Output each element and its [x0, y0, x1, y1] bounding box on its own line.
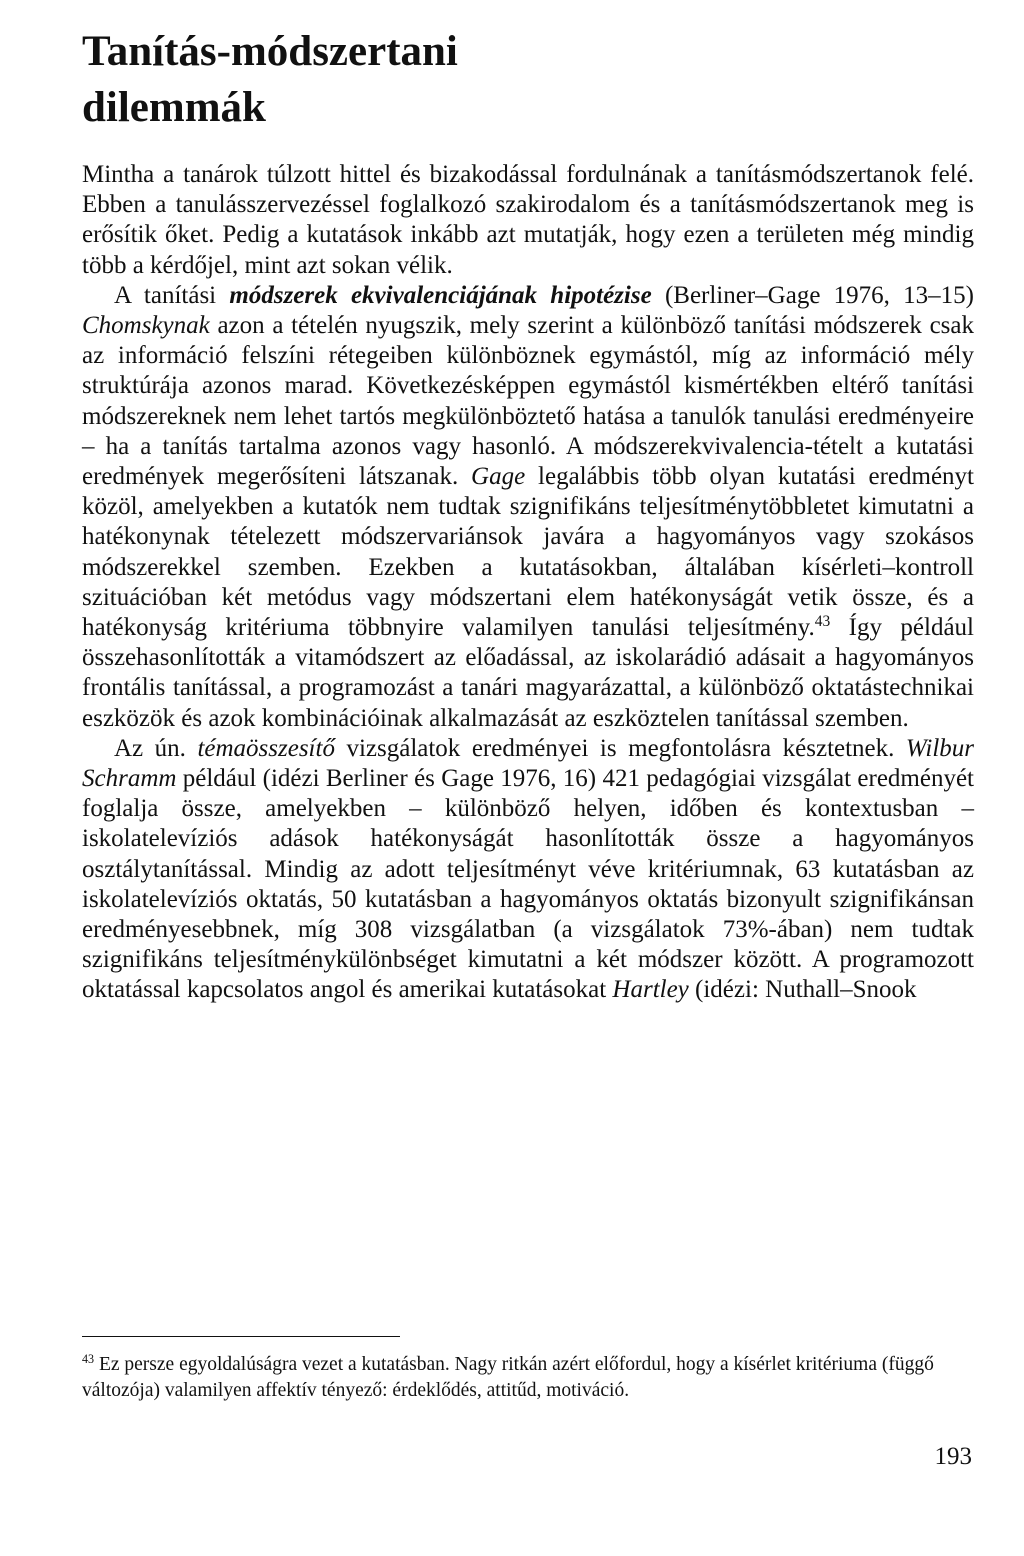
paragraph-3-text-4: (idézi: Nuthall–Snook: [688, 976, 917, 1004]
body-text: [82, 160, 974, 1006]
paragraph-2-text-2: (Berliner–Gage 1976, 13–15): [651, 281, 974, 309]
chapter-title-line-2: dilemmák: [82, 84, 266, 131]
term-temaosszesito: témaösszesítő: [197, 734, 335, 762]
footnote-number: 43: [82, 1352, 95, 1366]
footnote-reference-43: 43: [814, 613, 831, 631]
footnote: [82, 1352, 974, 1404]
author-name-hartley: Hartley: [612, 976, 689, 1004]
author-name-gage: Gage: [471, 463, 526, 491]
chapter-title-line-1: Tanítás-módszertani: [82, 28, 458, 75]
paragraph-3-text-3: például (idézi Berliner és Gage 1976, 16) 421 pedagógiai vizsgálat eredményét foglalja össze, amelyekben – különböző helyen, időben és kontextusban – iskolatelevíziós adások hatékonyságát hasonlították össze a hagyományos osztálytanítással. Mindig az adott teljesítményt véve kritériumnak, 63 kutatásban az iskolatelevíziós oktatás, 50 kutatásban a hagyományos oktatás bizonyult szignifikánsan eredményesebbnek, míg 308 vizsgálatban (a vizsgálatok 73%-ában) nem tudtak szignifikáns teljesítménykülönbséget kimutatni a két módszer között. A programozott oktatással kapcsolatos angol és amerikai kutatásokat: [82, 765, 974, 1004]
page-number: 193: [934, 1443, 972, 1470]
paragraph-3-text-2: vizsgálatok eredményei is megfontolásra késztetnek.: [334, 734, 906, 762]
paragraph-2-text-1: A tanítási: [114, 281, 230, 309]
paragraph-2-text-5: Így például összehasonlították a vitamódszert az előadással, az iskolarádió adásait a hagyományos frontális tanítással, a programozást a tanári magyarázattal, a különböző oktatástechnikai eszközök és azok kombinációinak alkalmazását az eszköztelen tanítással szemben.: [82, 614, 974, 732]
author-name-schramm: Wilbur Schramm: [82, 734, 974, 793]
paragraph-3-text-1: Az ún.: [114, 734, 198, 762]
paragraph-1: Mintha a tanárok túlzott hittel és bizakodással fordulnának a tanításmódszertanok felé. Ebben a tanulásszervezéssel foglalkozó szakirodalom és a tanításmódszertanok meg is erősítik őket. Pedig a kutatások inkább azt mutatják, hogy ezen a területen még mindig több a kérdőjel, mint azt sokan vélik.: [82, 161, 974, 279]
paragraph-2-text-3: azon a tételén nyugszik, mely szerint a különböző tanítási módszerek csak az információ felszíni rétegeiben különböznek egymástól, míg az információ mély struktúrája azonos marad. Következésképpen egymástól kismértékben eltérő tanítási módszereknek nem lehet tartós megkülönböztető hatása a tanulók tanulási eredményeire – ha a tanítás tartalma azonos vagy hasonló. A módszerekvivalencia-tételt a kutatási eredmények megerősíteni látszanak.: [82, 312, 974, 491]
footnote-text: Ez persze egyoldalúságra vezet a kutatásban. Nagy ritkán azért előfordul, hogy a kísérlet kritériuma (függő változója) valamilyen affektív tényező: érdeklődés, attitűd, motiváció.: [82, 1354, 934, 1401]
paragraph-3: [82, 734, 974, 1006]
footnote-divider: [82, 1336, 400, 1337]
emphasis-hypothesis: módszerek ekvivalenciájának hipotézise: [229, 281, 652, 309]
paragraph-2-text-4: legalábbis több olyan kutatási eredményt közöl, amelyekben a kutatók nem tudtak szignifikáns teljesítménytöbbletet kimutatni a hatékonynak tételezett módszervariánsok javára a hagyományos vagy szokásos módszerekkel szemben. Ezekben a kutatásokban, általában kísérleti–kontroll szituációban két metódus vagy módszertani elem hatékonyságát vetik össze, és a hatékonyság kritériuma többnyire valamilyen tanulási teljesítmény.: [82, 463, 974, 642]
author-name-chomsky: Chomskynak: [82, 312, 210, 340]
chapter-title: [82, 24, 942, 136]
paragraph-2: [82, 281, 974, 734]
